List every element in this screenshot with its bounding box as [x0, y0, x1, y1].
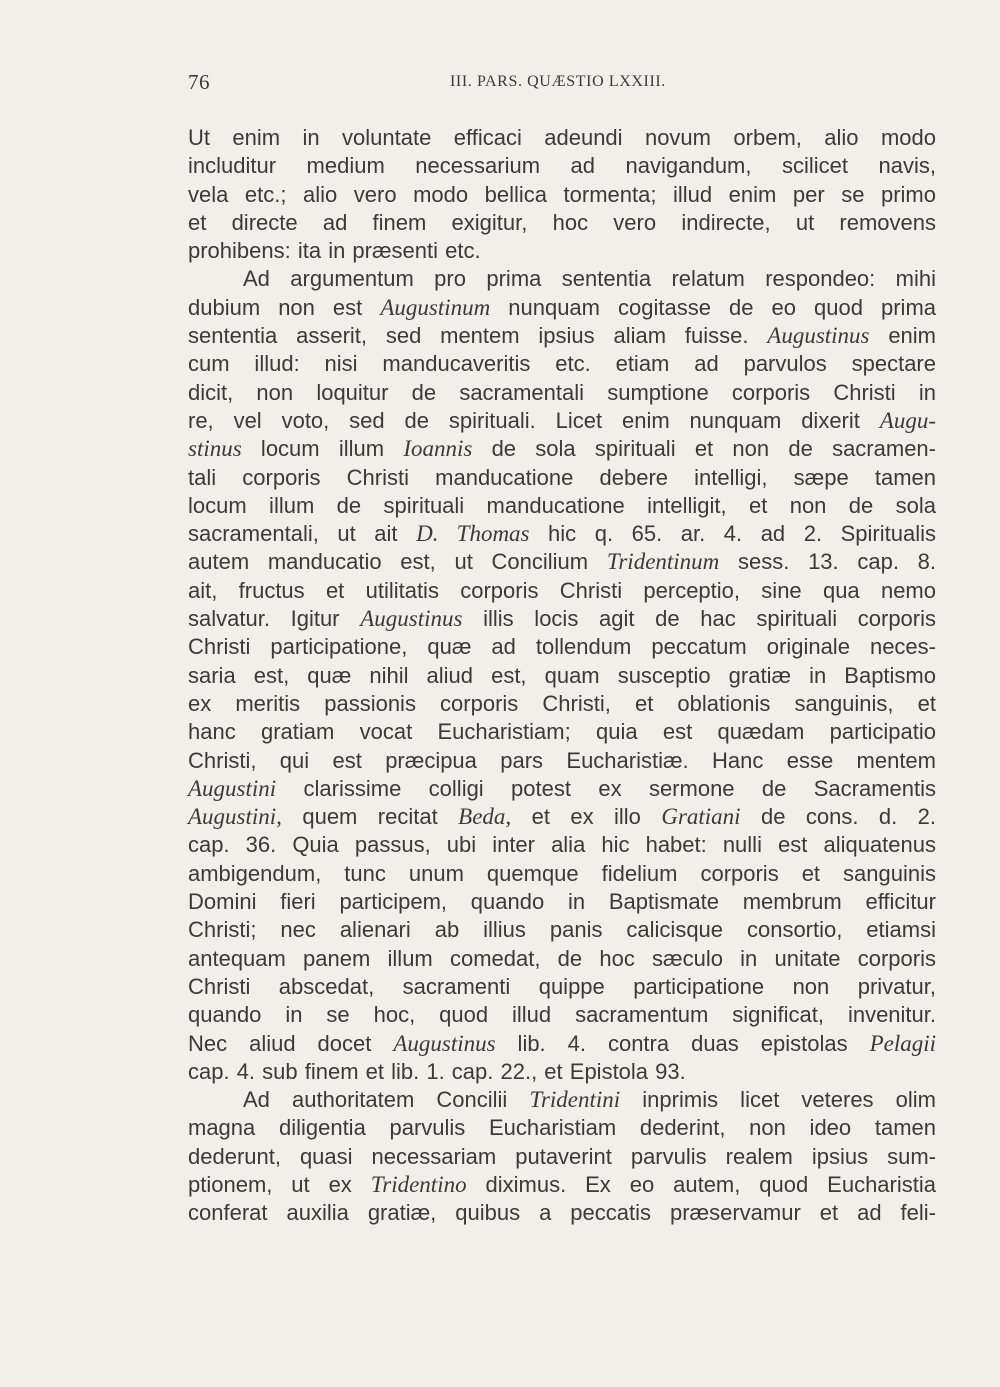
- text-segment: hanc gratiam vocat Eucharistiam; quia est quædam participatio: [188, 719, 936, 745]
- text-segment: saria est, quæ nihil aliud est, quam susceptio gratiæ in Baptismo: [188, 662, 936, 688]
- text-line: [188, 831, 936, 859]
- text-segment: ambigendum, tunc unum quemque fidelium corporis et sanguinis: [188, 860, 936, 886]
- text-line: [188, 152, 936, 180]
- text-line: [188, 1030, 936, 1058]
- text-segment: Christi abscedat, sacramenti quippe participatione non privatur,: [188, 973, 936, 999]
- text-segment: et ex illo: [511, 804, 662, 830]
- text-line: [188, 492, 936, 520]
- text-segment: et directe ad finem exigitur, hoc vero indirecte, ut removens: [188, 209, 936, 235]
- text-line: [188, 1001, 936, 1029]
- text-segment: Ad authoritatem Concilii: [243, 1087, 530, 1113]
- text-line: [188, 747, 936, 775]
- text-segment: ptionem, ut ex: [188, 1171, 371, 1197]
- italic-name: Augustini,: [188, 804, 282, 830]
- body-text: [188, 124, 936, 1228]
- text-segment: magna diligentia parvulis Eucharistiam dederint, non ideo tamen: [188, 1115, 936, 1141]
- text-segment: tali corporis Christi manducatione debere intelligi, sæpe tamen: [188, 464, 936, 490]
- text-segment: Ad argumentum pro prima sententia relatum respondeo: mihi: [243, 266, 936, 292]
- text-segment: dubium non est: [188, 294, 381, 320]
- text-line: [188, 633, 936, 661]
- text-segment: ait, fructus et utilitatis corporis Christi perceptio, sine qua nemo: [188, 577, 936, 603]
- italic-name: Augustinum: [380, 294, 491, 320]
- text-segment: ex meritis passionis corporis Christi, et oblationis sanguinis, et: [188, 690, 936, 716]
- text-segment: conferat auxilia gratiæ, quibus a peccatis præservamur et ad feli-: [188, 1200, 936, 1226]
- text-line: [188, 435, 936, 463]
- text-segment: autem manducatio est, ut Concilium: [188, 549, 607, 575]
- text-segment: clarissime colligi potest ex sermone de Sacramentis: [276, 775, 936, 801]
- text-line: [188, 379, 936, 407]
- text-line: [188, 520, 936, 548]
- italic-name: Augustinus: [360, 606, 463, 632]
- text-segment: sententia asserit, sed mentem ipsius aliam fuisse.: [188, 323, 768, 349]
- italic-name: Augustini: [188, 775, 277, 801]
- italic-name: Tridentini: [529, 1087, 621, 1113]
- text-line: [188, 577, 936, 605]
- text-segment: de sola spirituali et non de sacramen-: [472, 436, 936, 462]
- text-segment: cap. 36. Quia passus, ubi inter alia hic habet: nulli est aliquatenus: [188, 832, 936, 858]
- italic-name: Augustinus: [767, 323, 870, 349]
- running-head: III. PARS. QUÆSTIO LXXIII.: [450, 73, 666, 90]
- text-line: [188, 973, 936, 1001]
- text-segment: Christi; nec alienari ab illius panis calicisque consortio, etiamsi: [188, 917, 936, 943]
- italic-name: Augu-: [879, 407, 936, 433]
- text-segment: hic q. 65. ar. 4. ad 2. Spiritualis: [529, 521, 936, 547]
- italic-name: Pelagii: [869, 1030, 936, 1056]
- italic-name: D. Thomas: [416, 521, 530, 547]
- text-segment: Domini fieri participem, quando in Baptismate membrum efficitur: [188, 889, 936, 915]
- text-line: [188, 181, 936, 209]
- text-segment: inprimis licet veteres olim: [620, 1087, 937, 1113]
- text-line: [188, 860, 936, 888]
- text-line: [188, 407, 936, 435]
- text-line: [188, 294, 936, 322]
- italic-name: Tridentinum: [606, 549, 720, 575]
- text-segment: vela etc.; alio vero modo bellica tormenta; illud enim per se primo: [188, 181, 936, 207]
- italic-name: Tridentino: [370, 1171, 467, 1197]
- text-segment: lib. 4. contra duas epistolas: [495, 1030, 870, 1056]
- text-line: [188, 605, 936, 633]
- text-segment: antequam panem illum comedat, de hoc sæculo in unitate corporis: [188, 945, 936, 971]
- text-segment: de cons. d. 2.: [740, 804, 936, 830]
- text-line: [188, 322, 936, 350]
- text-line: [188, 1114, 936, 1142]
- text-line: [188, 916, 936, 944]
- italic-name: Augustinus: [393, 1030, 496, 1056]
- text-segment: cap. 4. sub finem et lib. 1. cap. 22., et Epistola 93.: [188, 1058, 686, 1084]
- text-line: [188, 1058, 936, 1086]
- text-segment: illis locis agit de hac spirituali corporis: [462, 606, 936, 632]
- italic-name: Gratiani: [661, 804, 741, 830]
- italic-name: Beda,: [458, 804, 512, 830]
- text-segment: Ut enim in voluntate efficaci adeundi novum orbem, alio modo: [188, 125, 936, 150]
- text-segment: quando in se hoc, quod illud sacramentum significat, invenitur.: [188, 1002, 936, 1028]
- text-segment: Christi, qui est præcipua pars Eucharistiæ. Hanc esse mentem: [188, 747, 936, 773]
- text-line: [188, 1143, 936, 1171]
- italic-name: stinus: [188, 436, 242, 462]
- text-segment: sacramentali, ut ait: [188, 521, 417, 547]
- italic-name: Ioannis: [403, 436, 473, 462]
- text-segment: locum illum: [241, 436, 404, 462]
- text-segment: diximus. Ex eo autem, quod Eucharistia: [466, 1171, 936, 1197]
- text-line: [188, 1086, 936, 1114]
- text-line: [188, 803, 936, 831]
- text-segment: salvatur. Igitur: [188, 606, 361, 632]
- page-number: 76: [188, 70, 210, 94]
- text-segment: cum illud: nisi manducaveritis etc. etiam ad parvulos spectare: [188, 351, 936, 377]
- text-line: [188, 350, 936, 378]
- text-segment: prohibens: ita in præsenti etc.: [188, 238, 481, 264]
- text-line: [188, 690, 936, 718]
- text-line: [188, 718, 936, 746]
- text-line: [188, 888, 936, 916]
- text-segment: quem recitat: [281, 804, 459, 830]
- text-segment: nunquam cogitasse de eo quod prima: [490, 294, 937, 320]
- text-line: [188, 265, 936, 293]
- text-segment: dicit, non loquitur de sacramentali sumptione corporis Christi in: [188, 379, 936, 405]
- text-line: [188, 1171, 936, 1199]
- page-header: [188, 70, 936, 104]
- text-segment: re, vel voto, sed de spirituali. Licet enim nunquam dixerit: [188, 407, 880, 433]
- text-segment: Nec aliud docet: [188, 1030, 394, 1056]
- text-line: [188, 945, 936, 973]
- text-line: [188, 124, 936, 152]
- text-line: [188, 237, 936, 265]
- text-line: [188, 464, 936, 492]
- text-line: [188, 1199, 936, 1227]
- text-segment: locum illum de spirituali manducatione intelligit, et non de sola: [188, 492, 936, 518]
- text-segment: sess. 13. cap. 8.: [719, 549, 936, 575]
- text-line: [188, 209, 936, 237]
- text-line: [188, 775, 936, 803]
- text-segment: dederunt, quasi necessariam putaverint parvulis realem ipsius sum-: [188, 1143, 936, 1169]
- text-line: [188, 662, 936, 690]
- text-segment: includitur medium necessarium ad navigandum, scilicet navis,: [188, 153, 936, 179]
- text-segment: Christi participatione, quæ ad tollendum peccatum originale neces-: [188, 634, 936, 660]
- text-segment: enim: [869, 323, 937, 349]
- text-line: [188, 548, 936, 576]
